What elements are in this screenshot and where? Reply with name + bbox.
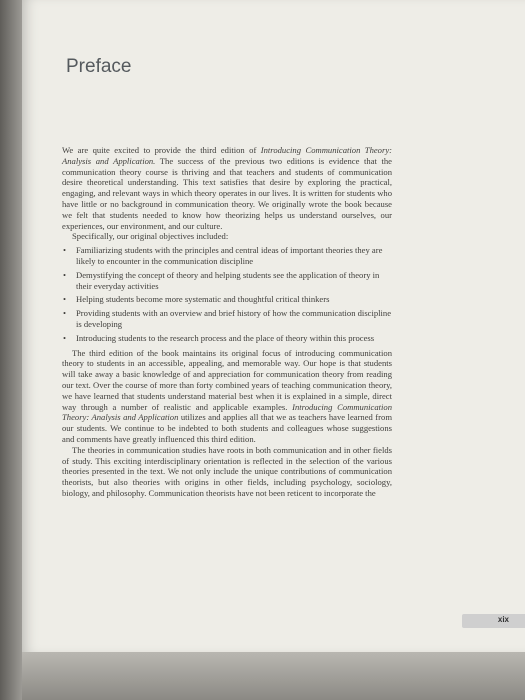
list-item: • Providing students with an overview and brief history of how the communication discipline is developing <box>62 308 392 330</box>
paragraph-interdisciplinary: The theories in communication studies have roots in both communication and in other fields of study. This exciting interdisciplinary orientation is reflected in the selection of the various theories presented in the text. We not only include the unique contributions of communication theorists, but also theories with origins in other fields, including psychology, sociology, biology, and philosophy. Communication theorists have not been reticent to incorporate the <box>62 444 392 498</box>
page-title: Preface <box>66 56 132 77</box>
paragraph-third-edition: The third edition of the book maintains its original focus of introducing communication theory to students in an accessible, appealing, and memorable way. Our hope is that students will take away a basic knowledge of and appreciation for communication theory from reading our text. Over the course of more than forty combined years of teaching communication theory, we have learned that students understand material best when it is explained in a simple, direct way through a number of realistic and applicable examples. Introducing Communication Theory: Analysis and Application utilizes and applies all that we as teachers have learned from our students. We continue to be indebted to both students and colleagues whose suggestions and comments have greatly influenced this third edition. <box>62 347 392 444</box>
book-title-italic: Introducing Communication Theory: Analysis and Application. <box>62 145 393 166</box>
book-binding <box>0 0 22 700</box>
book-title-italic: Introducing Communication Theory: Analysis and Application <box>62 401 392 423</box>
paragraph-intro: We are quite excited to provide the third edition of Introducing Communication Theory: Analysis and Application. The success of the previous two editions is evidence that the communication theory course is thriving and that teachers and students of communication desire theoretical understanding. This text satisfies that desire by exploring the practical, engaging, and relevant ways in which theory operates in our lives. It is written for students who have little or no background in communication theory. We originally wrote the book because we felt that students needed to know how theorizing helps us understand ourselves, our experiences, our environment, and our culture. <box>62 145 393 231</box>
page-number: xix <box>497 615 509 624</box>
list-item: • Familiarizing students with the principles and central ideas of important theories they are likely to encounter in the communication discipline <box>62 245 392 267</box>
paragraph-objectives-lead: Specifically, our original objectives included: <box>72 231 229 242</box>
objectives-list <box>62 245 392 343</box>
preface-body <box>62 145 392 499</box>
surface-below-page <box>22 652 525 700</box>
book-page <box>22 0 525 652</box>
list-item: • Introducing students to the research process and the place of theory within this process <box>62 333 392 344</box>
list-item: • Demystifying the concept of theory and helping students see the application of theory in their everyday activities <box>62 270 392 292</box>
list-item: • Helping students become more systematic and thoughtful critical thinkers <box>62 294 392 305</box>
page-number-tab <box>462 614 525 628</box>
